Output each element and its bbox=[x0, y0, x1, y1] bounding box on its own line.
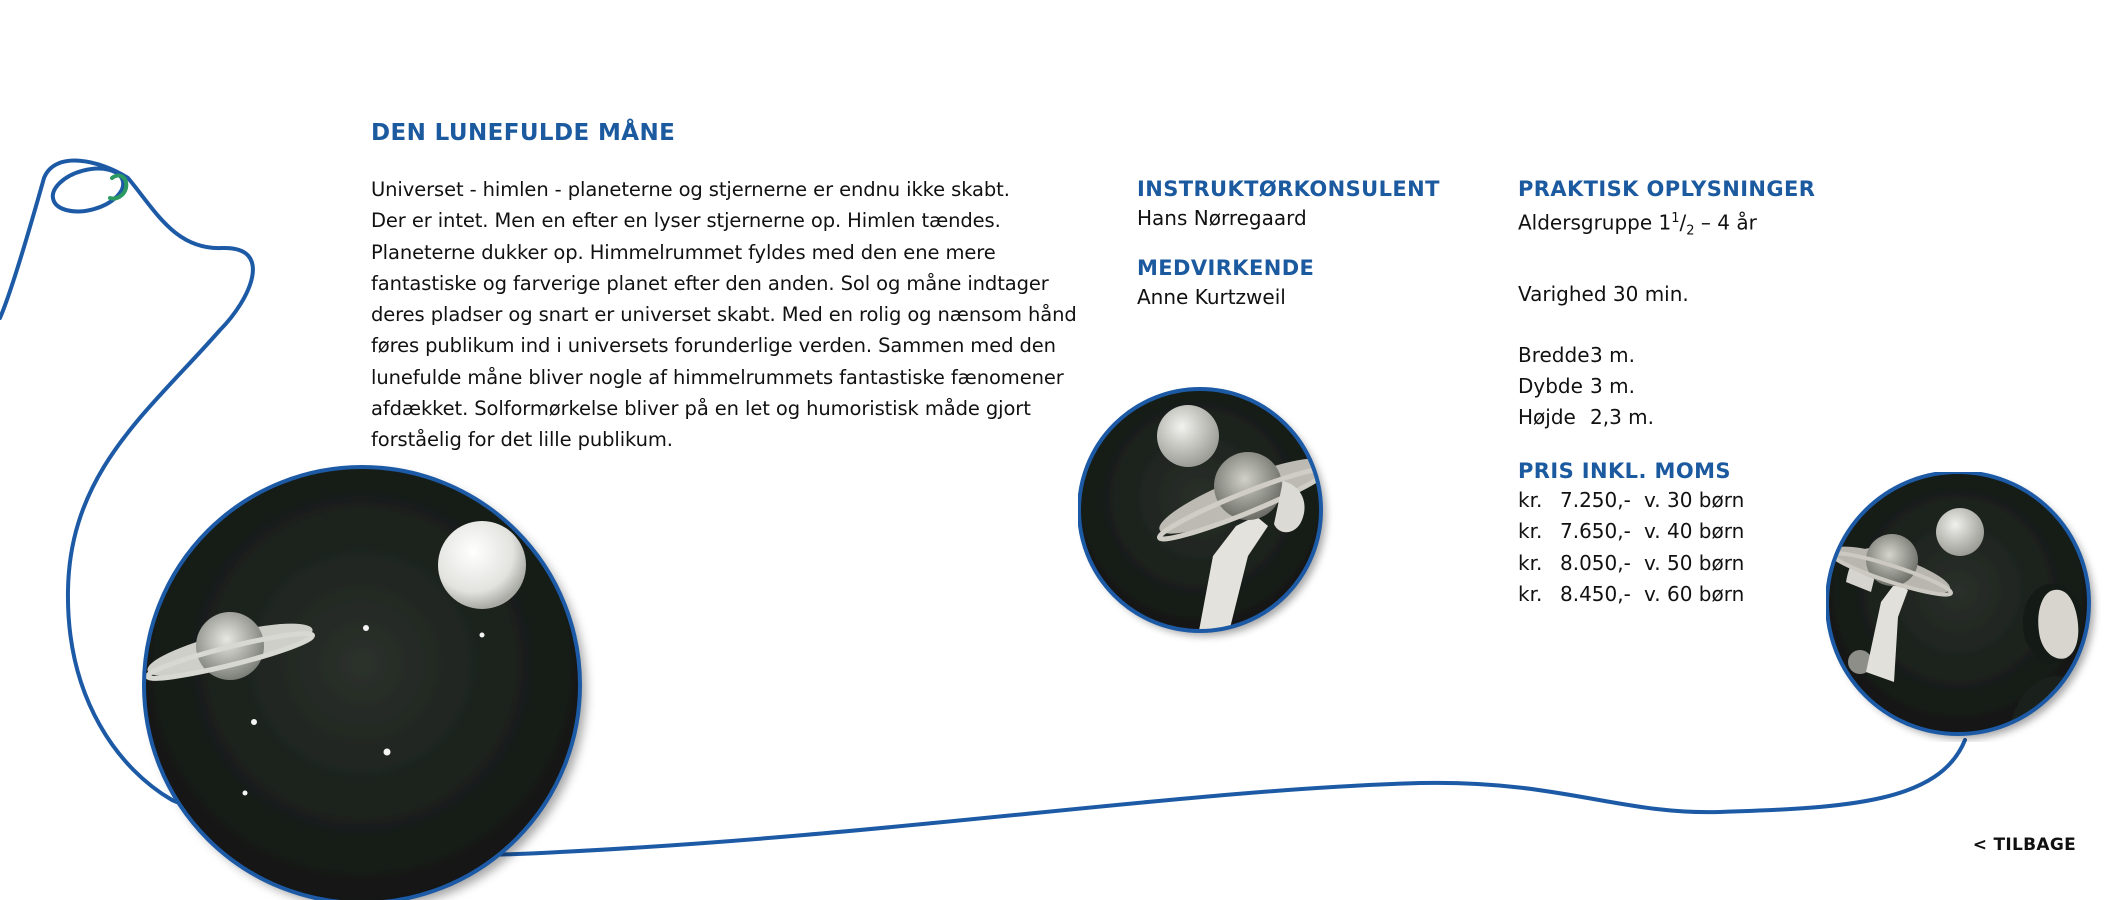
price-row bbox=[1518, 579, 1938, 611]
dimension-value: 3 m. bbox=[1590, 342, 1635, 367]
article-body bbox=[371, 174, 1077, 456]
body-line: Universet - himlen - planeterne og stjernerne er endnu ikke skabt. bbox=[371, 178, 1010, 201]
dimension-row bbox=[1518, 340, 1938, 371]
dimension-row bbox=[1518, 371, 1938, 402]
planet-hand-photo bbox=[1078, 386, 1340, 648]
instructor-heading: INSTRUKTØRKONSULENT bbox=[1137, 177, 1440, 201]
age-group: Aldersgruppe $1^1/_2 - 4$ år bbox=[1518, 210, 1757, 239]
credits-section bbox=[1137, 175, 1467, 313]
price-amount: 7.650,- bbox=[1560, 519, 1631, 544]
instructor-name: Hans Nørregaard bbox=[1137, 206, 1307, 230]
body-line: Der er intet. Men en efter en lyser stjernerne op. Himlen tændes. bbox=[371, 209, 1001, 233]
dimension-label: Højde bbox=[1518, 404, 1576, 429]
price-amount: 8.050,- bbox=[1560, 550, 1631, 575]
dimension-label: Bredde bbox=[1518, 342, 1590, 367]
body-line: deres pladser og snart er universet skabt. Med en rolig og nænsom hånd bbox=[371, 303, 1077, 327]
back-link[interactable]: < TILBAGE bbox=[1972, 835, 2076, 855]
price-currency: kr. bbox=[1518, 487, 1543, 512]
age-prefix: Aldersgruppe 1 bbox=[1518, 210, 1672, 235]
body-line: afdækket. Solformørkelse bliver på en let og humoristisk måde gjort bbox=[371, 397, 1031, 421]
practical-section bbox=[1518, 175, 1938, 611]
price-row bbox=[1518, 485, 1938, 517]
price-row bbox=[1518, 516, 1938, 548]
article-section bbox=[371, 120, 1077, 456]
body-line: forståelig for det lille publikum. bbox=[371, 428, 673, 452]
dimension-value: 2,3 m. bbox=[1590, 404, 1655, 429]
price-currency: kr. bbox=[1518, 519, 1543, 544]
body-line: føres publikum ind i universets forunderlige verden. Sammen med den bbox=[371, 334, 1056, 358]
cast-name: Anne Kurtzweil bbox=[1137, 285, 1286, 309]
body-line: lunefulde måne bliver nogle af himmelrummets fantastiske fænomener bbox=[371, 365, 1064, 389]
price-currency: kr. bbox=[1518, 550, 1543, 575]
article-title: DEN LUNEFULDE MÅNE bbox=[371, 120, 676, 146]
price-row bbox=[1518, 548, 1938, 580]
price-audience: v. 60 børn bbox=[1644, 582, 1745, 607]
dimension-row bbox=[1518, 402, 1938, 433]
price-list bbox=[1518, 485, 1938, 611]
price-audience: v. 40 børn bbox=[1644, 519, 1745, 544]
duration: Varighed 30 min. bbox=[1518, 281, 1689, 306]
cast-heading: MEDVIRKENDE bbox=[1137, 256, 1315, 280]
dimensions-list bbox=[1518, 340, 1938, 433]
age-fraction-den: 2 bbox=[1686, 223, 1695, 239]
price-amount: 7.250,- bbox=[1560, 487, 1631, 512]
price-audience: v. 30 børn bbox=[1644, 487, 1745, 512]
price-heading: PRIS INKL. MOMS bbox=[1518, 458, 1731, 483]
practical-heading: PRAKTISK OPLYSNINGER bbox=[1518, 177, 1816, 201]
price-amount: 8.450,- bbox=[1560, 582, 1631, 607]
price-currency: kr. bbox=[1518, 582, 1543, 607]
dimension-value: 3 m. bbox=[1590, 373, 1635, 398]
price-audience: v. 50 børn bbox=[1644, 550, 1745, 575]
body-line: Planeterne dukker op. Himmelrummet fyldes med den ene mere bbox=[371, 240, 996, 264]
age-fraction-num: 1 bbox=[1671, 211, 1680, 226]
age-suffix: – 4 år bbox=[1694, 210, 1757, 235]
dimension-label: Dybde bbox=[1518, 373, 1583, 398]
body-line: fantastiske og farverige planet efter den anden. Sol og måne indtager bbox=[371, 271, 1049, 295]
planets-photo-large bbox=[130, 460, 600, 900]
